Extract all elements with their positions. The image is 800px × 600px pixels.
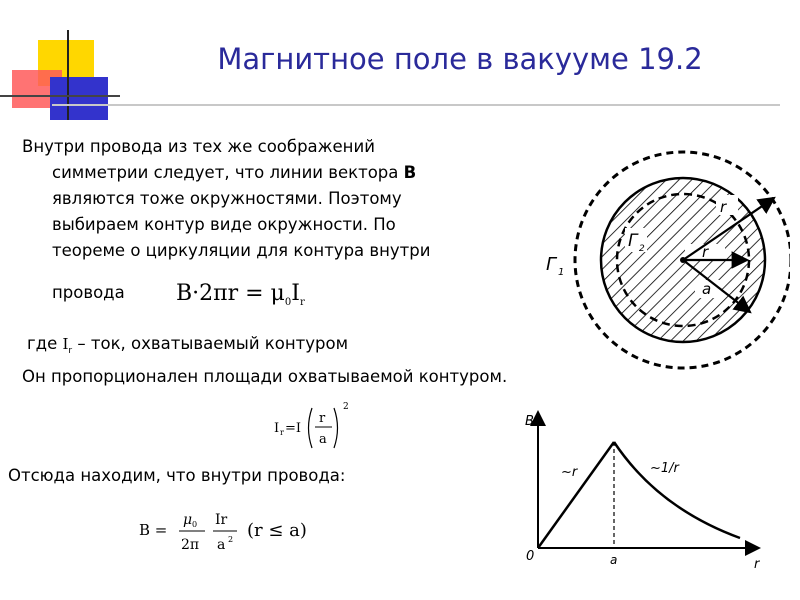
circulation-formula: $B\cdot 2\pi r = \mu_0I_r$ (176, 281, 305, 308)
current-definition: где $I_r$ – ток, охватываемый контуром (27, 334, 349, 356)
inverse-segment (614, 442, 740, 538)
intro-line: теореме о циркуляции для контура внутри (52, 241, 431, 260)
svg-text:Γ: Γ (628, 231, 638, 251)
svg-text:2: 2 (639, 244, 645, 254)
intro-line: провода (52, 283, 125, 302)
field-formula (137, 506, 337, 556)
proportional-text: Он пропорционален площади охватываемой контуром. (22, 367, 508, 386)
svg-text:0: 0 (192, 520, 198, 529)
svg-text:a: a (702, 280, 712, 298)
svg-text:Γ: Γ (546, 254, 557, 275)
svg-text:=I: =I (285, 421, 302, 436)
svg-text:r: r (319, 411, 326, 426)
svg-text:1: 1 (558, 267, 565, 278)
svg-text:(r ≤ a): (r ≤ a) (247, 520, 307, 541)
linear-segment (538, 442, 614, 548)
svg-text:r: r (754, 557, 760, 572)
svg-text:a: a (319, 432, 327, 447)
vector-b-symbol: B (403, 163, 417, 182)
current-formula (272, 396, 372, 460)
intro-line: являются тоже окружностями. Поэтому (52, 189, 402, 208)
svg-text:r: r (280, 428, 284, 437)
svg-text:B =: B = (139, 521, 168, 539)
svg-text:a: a (217, 537, 226, 553)
intro-line: Внутри провода из тех же соображений (22, 137, 375, 156)
svg-text:~r: ~r (561, 465, 578, 480)
field-graph-figure (508, 408, 770, 590)
hence-text: Отсюда находим, что внутри провода: (8, 466, 346, 485)
corner-decoration (0, 0, 120, 120)
svg-text:r: r (702, 243, 709, 261)
svg-text:~1/r: ~1/r (650, 461, 679, 476)
svg-text:2: 2 (228, 535, 234, 544)
intro-line: выбираем контур виде окружности. По (52, 215, 396, 234)
svg-text:μ: μ (183, 512, 193, 528)
intro-line: симметрии следует, что линии вектора B (52, 163, 417, 182)
slide-title: Магнитное поле в вакууме 19.2 (217, 42, 703, 76)
svg-text:a: a (610, 553, 618, 567)
svg-text:r: r (720, 198, 727, 216)
svg-text:B: B (525, 414, 534, 429)
wire-cross-section-figure (540, 140, 790, 385)
svg-text:2: 2 (343, 402, 349, 412)
svg-text:I: I (274, 421, 280, 436)
title-divider (52, 104, 780, 106)
svg-text:2π: 2π (181, 537, 200, 553)
svg-text:0: 0 (526, 549, 535, 564)
svg-text:Ir: Ir (215, 512, 228, 528)
